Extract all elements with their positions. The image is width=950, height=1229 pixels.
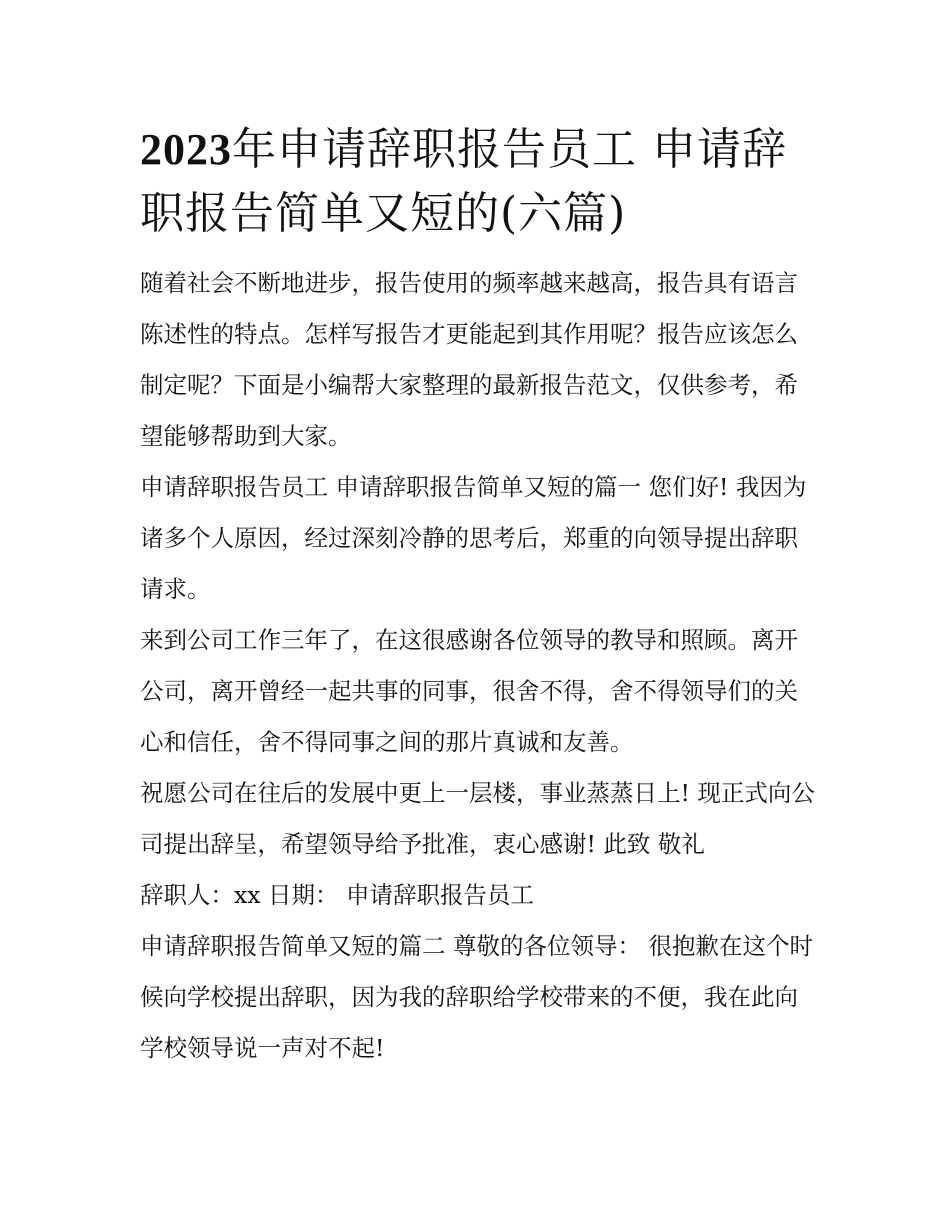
document-page	[140, 118, 820, 1074]
paragraph-thanks: 来到公司工作三年了，在这很感谢各位领导的教导和照顾。离开公司，离开曾经一起共事的同事，很舍不得，舍不得领导们的关心和信任，舍不得同事之间的那片真诚和友善。	[140, 626, 798, 756]
paragraph-article-two-opening: 申请辞职报告简单又短的篇二 尊敬的各位领导： 很抱歉在这个时候向学校提出辞职，因为我的辞职给学校带来的不便，我在此向学校领导说一声对不起!	[140, 932, 813, 1062]
title-year: 2023	[140, 125, 232, 174]
paragraph-wishes: 祝愿公司在往后的发展中更上一层楼，事业蒸蒸日上! 现正式向公司提出辞呈，希望领导给予批准，衷心感谢! 此致 敬礼	[140, 779, 815, 858]
title-text: 年申请辞职报告员工 申请辞职报告简单又短的(六篇)	[140, 124, 787, 239]
document-body	[140, 258, 820, 1074]
document-title	[140, 118, 820, 246]
paragraph-signature: 辞职人：xx 日期： 申请辞职报告员工	[140, 881, 534, 909]
paragraph-article-one-opening: 申请辞职报告员工 申请辞职报告简单又短的篇一 您们好! 我因为诸多个人原因，经过深刻冷静的思考后，郑重的向领导提出辞职请求。	[140, 473, 807, 603]
paragraph-intro: 随着社会不断地进步，报告使用的频率越来越高，报告具有语言陈述性的特点。怎样写报告才更能起到其作用呢？报告应该怎么制定呢？下面是小编帮大家整理的最新报告范文，仅供参考，希望能够帮助到大家。	[140, 269, 798, 450]
